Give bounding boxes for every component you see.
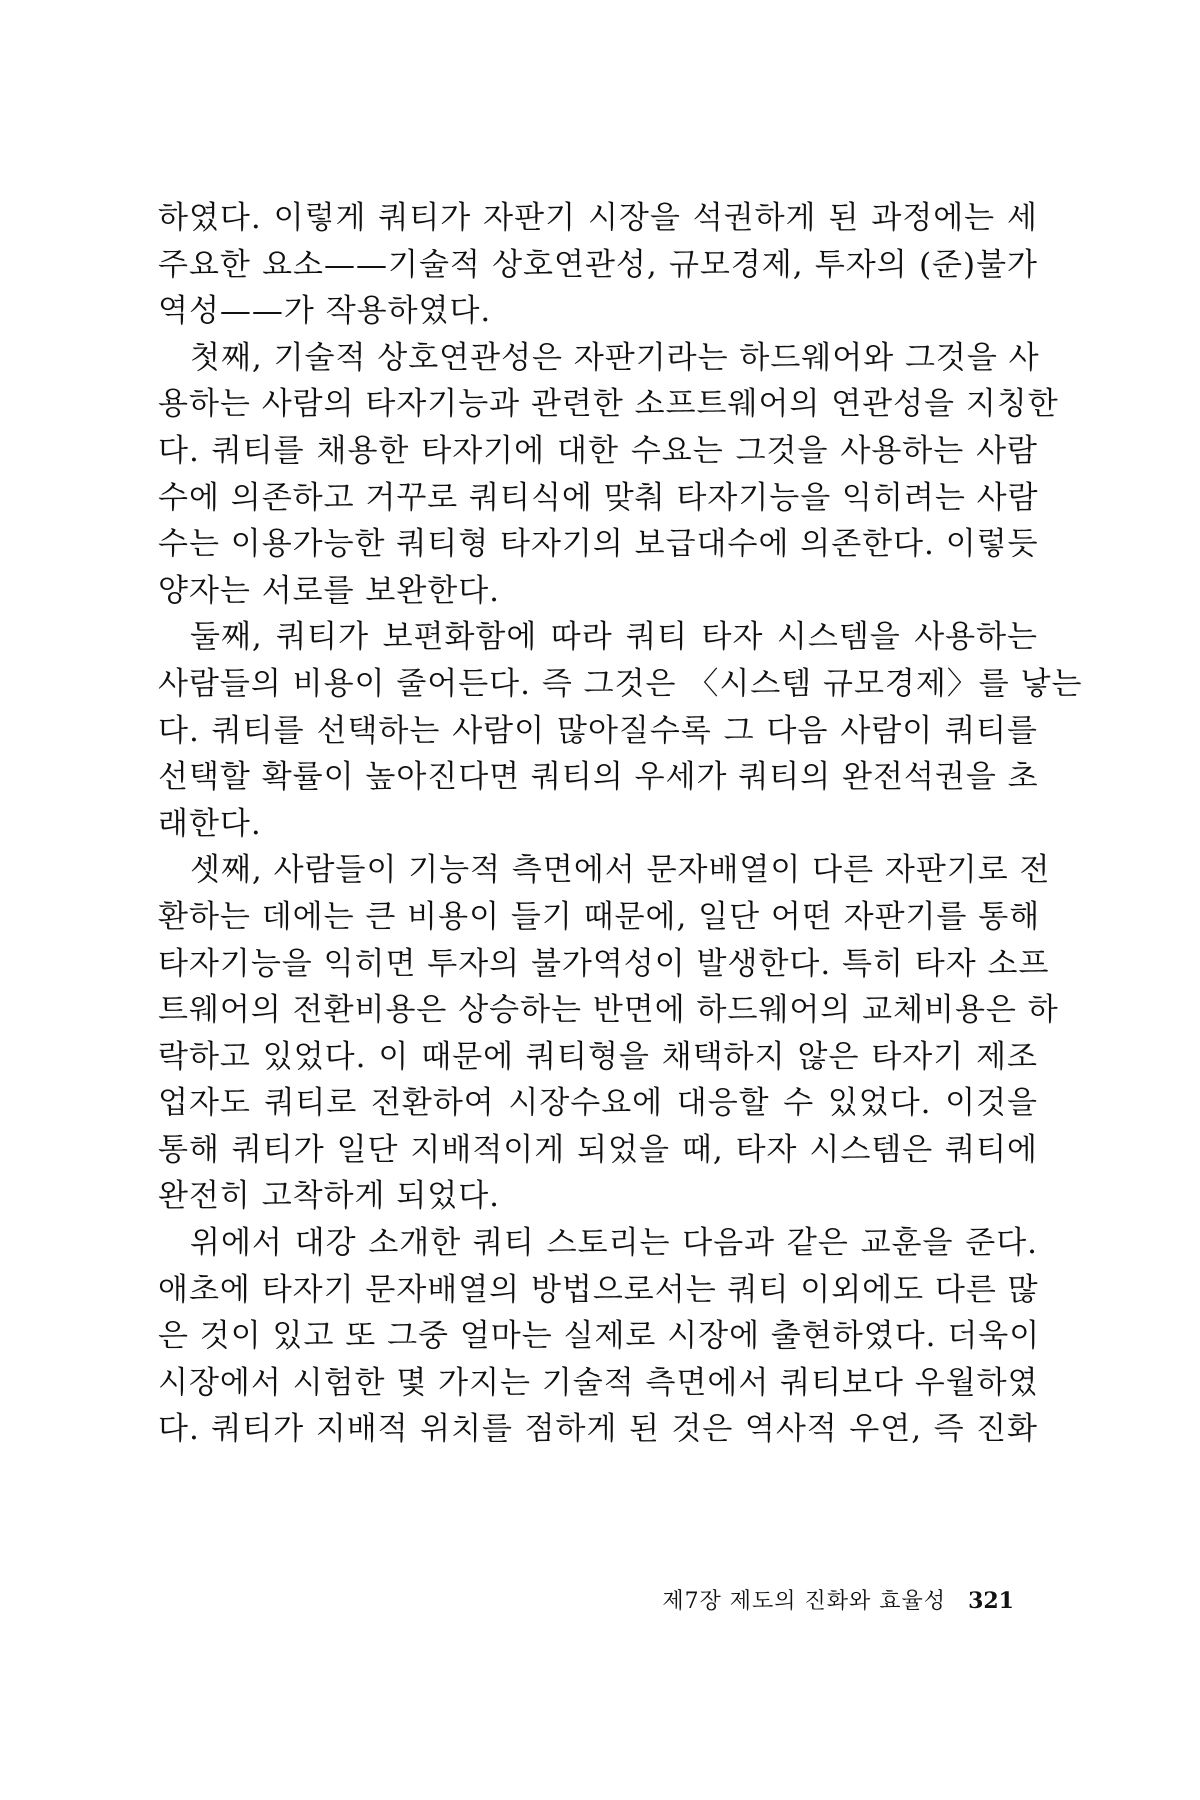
- text-line: 첫째, 기술적 상호연관성은 자판기라는 하드웨어와 그것을 사: [190, 339, 1040, 376]
- page-footer: [662, 1584, 1014, 1615]
- text-line: 시장에서 시험한 몇 가지는 기술적 측면에서 쿼티보다 우월하였: [158, 1364, 1039, 1401]
- text-line: 다. 쿼티를 채용한 타자기에 대한 수요는 그것을 사용하는 사람: [158, 432, 1038, 469]
- text-line: 위에서 대강 소개한 쿼티 스토리는 다음과 같은 교훈을 준다.: [190, 1225, 1038, 1262]
- text-line: 수는 이용가능한 쿼티형 타자기의 보급대수에 의존한다. 이렇듯: [158, 526, 1039, 563]
- page-number: 321: [968, 1588, 1014, 1614]
- paragraph-3: [158, 614, 1083, 847]
- text-line: 하였다. 이렇게 쿼티가 자판기 시장을 석권하게 된 과정에는 세: [158, 200, 1038, 236]
- paragraph-1: [158, 195, 1038, 335]
- running-head: 제7장 제도의 진화와 효율성: [662, 1589, 947, 1614]
- text-line: 양자는 서로를 보완한다.: [158, 572, 501, 609]
- text-line: 용하는 사람의 타자기능과 관련한 소프트웨어의 연관성을 지칭한: [158, 386, 1059, 423]
- text-line: 완전히 고착하게 되었다.: [158, 1178, 501, 1215]
- text-line: 래한다.: [158, 805, 262, 842]
- paragraph-4: [158, 847, 1059, 1220]
- paragraph-2: [158, 335, 1059, 615]
- text-line: 환하는 데에는 큰 비용이 들기 때문에, 일단 어떤 자판기를 통해: [158, 898, 1041, 935]
- text-line: 다. 쿼티를 선택하는 사람이 많아질수록 그 다음 사람이 쿼티를: [158, 712, 1038, 749]
- text-line: 트웨어의 전환비용은 상승하는 반면에 하드웨어의 교체비용은 하: [158, 992, 1059, 1029]
- text-line: 셋째, 사람들이 기능적 측면에서 문자배열이 다른 자판기로 전: [190, 852, 1051, 889]
- text-line: 타자기능을 익히면 투자의 불가역성이 발생한다. 특히 타자 소프: [158, 945, 1050, 982]
- paragraph-5: [158, 1220, 1041, 1453]
- text-line: 은 것이 있고 또 그중 얼마는 실제로 시장에 출현하였다. 더욱이: [158, 1318, 1041, 1355]
- text-line: 애초에 타자기 문자배열의 방법으로서는 쿼티 이외에도 다른 많: [158, 1271, 1039, 1308]
- text-line: 선택할 확률이 높아진다면 쿼티의 우세가 쿼티의 완전석권을 초: [158, 759, 1039, 796]
- text-line: 다. 쿼티가 지배적 위치를 점하게 된 것은 역사적 우연, 즉 진화: [158, 1411, 1038, 1448]
- text-line: 둘째, 쿼티가 보편화함에 따라 쿼티 타자 시스템을 사용하는: [190, 619, 1038, 656]
- text-line: 주요한 요소——기술적 상호연관성, 규모경제, 투자의 (준)불가: [158, 246, 1038, 283]
- text-line: 락하고 있었다. 이 때문에 쿼티형을 채택하지 않은 타자기 제조: [158, 1038, 1038, 1075]
- text-line: 통해 쿼티가 일단 지배적이게 되었을 때, 타자 시스템은 쿼티에: [158, 1131, 1038, 1168]
- text-line: 사람들의 비용이 줄어든다. 즉 그것은 〈시스템 규모경제〉를 낳는: [158, 665, 1083, 702]
- body-text: [158, 195, 1083, 1453]
- text-line: 업자도 쿼티로 전환하여 시장수요에 대응할 수 있었다. 이것을: [158, 1085, 1038, 1122]
- text-line: 수에 의존하고 거꾸로 쿼티식에 맞춰 타자기능을 익히려는 사람: [158, 479, 1039, 516]
- text-line: 역성——가 작용하였다.: [158, 293, 492, 330]
